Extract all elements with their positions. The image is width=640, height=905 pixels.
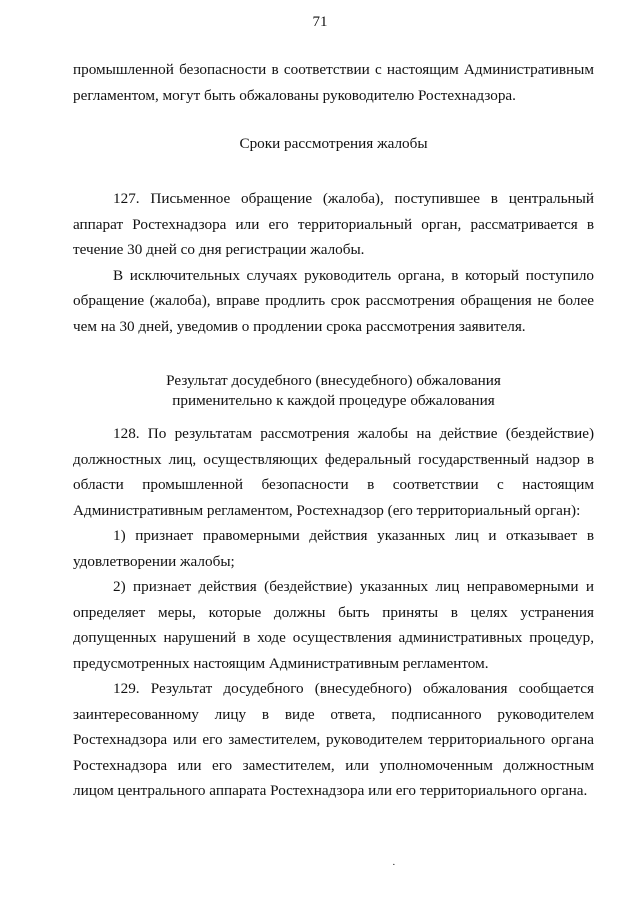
list-item-2: 2) признает действия (бездействие) указанных лиц неправомерными и определяет меры, которые должны быть приняты в целях устранения допущенных нарушений в ходе осуществления административных процедур, предусмотренных настоящим Административным регламентом. — [73, 578, 594, 672]
section-heading-appeal-result-line1: Результат досудебного (внесудебного) обжалования — [166, 372, 501, 389]
document-body — [73, 57, 594, 804]
scan-mark: · — [392, 859, 396, 871]
section-heading-review-terms: Сроки рассмотрения жалобы — [239, 135, 428, 152]
intro-paragraph: промышленной безопасности в соответствии с настоящим Административным регламентом, могут быть обжалованы руководителю Ростехнадзора. — [73, 61, 594, 104]
section-heading-appeal-result-line2: применительно к каждой процедуре обжалования — [172, 392, 495, 409]
paragraph-129: 129. Результат досудебного (внесудебного) обжалования сообщается заинтересованному лицу в виде ответа, подписанного руководителем Ростехнадзора или его заместителем, руководителем территориального органа Ростехнадзора или его заместителем, или уполномоченным должностным лицом центрального аппарата Ростехнадзора или его территориального органа. — [73, 680, 594, 799]
list-item-1: 1) признает правомерными действия указанных лиц и отказывает в удовлетворении жалобы; — [73, 527, 594, 570]
paragraph-127-extension: В исключительных случаях руководитель органа, в который поступило обращение (жалоба), вправе продлить срок рассмотрения обращения не более чем на 30 дней, уведомив о продлении срока рассмотрения заявителя. — [73, 266, 594, 335]
paragraph-128: 128. По результатам рассмотрения жалобы на действие (бездействие) должностных лиц, осуществляющих федеральный государственный надзор в области промышленной безопасности в соответствии с настоящим Административным регламентом, Ростехнадзор (его территориальный орган): — [73, 425, 594, 519]
page-number: 71 — [312, 14, 328, 30]
paragraph-127: 127. Письменное обращение (жалоба), поступившее в центральный аппарат Ростехнадзора или его территориальный орган, рассматривается в течение 30 дней со дня регистрации жалобы. — [73, 190, 594, 258]
